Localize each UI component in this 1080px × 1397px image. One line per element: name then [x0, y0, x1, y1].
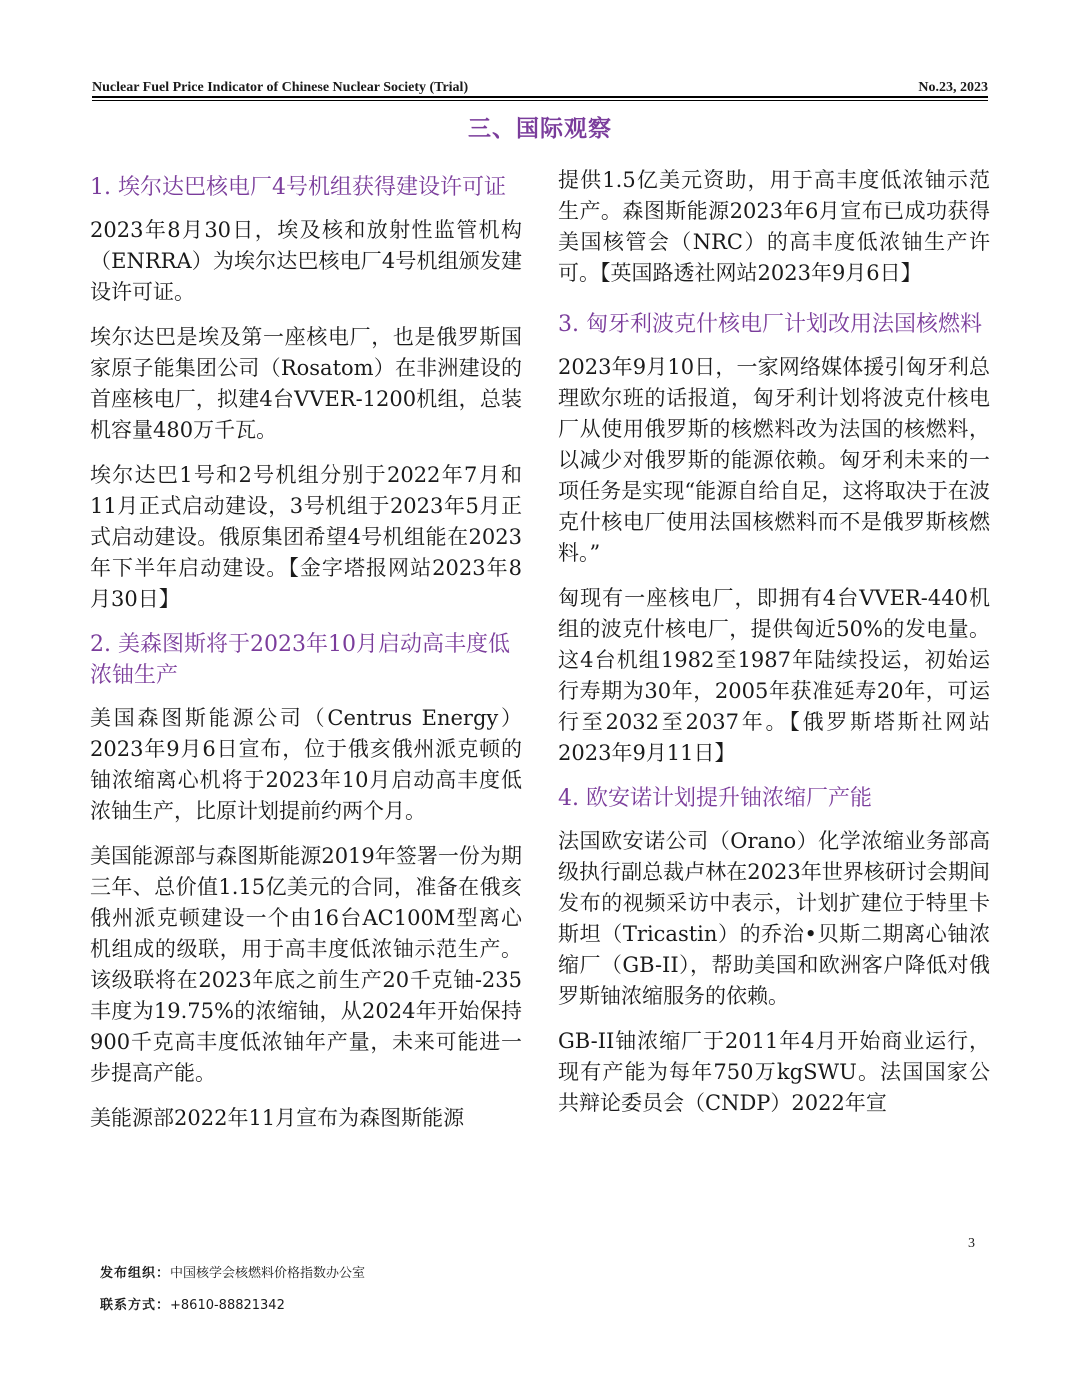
page-number: 3 — [968, 1236, 975, 1251]
running-header — [92, 76, 988, 96]
footer-contact-label: 联系方式： — [100, 1298, 171, 1313]
article-3-paragraph: 2023年9月10日，一家网络媒体援引匈牙利总理欧尔班的话报道，匈牙利计划将波克什核电厂从使用俄罗斯的核燃料改为法国的核燃料，以减少对俄罗斯的能源依赖。匈牙利未来的一项任务是实现“能源自给自足，这将取决于在波克什核电厂使用法国核燃料而不是俄罗斯核燃料。” — [558, 355, 990, 565]
article-2-paragraph: 美国能源部与森图斯能源2019年签署一份为期三年、总价值1.15亿美元的合同，准备在俄亥俄州派克顿建设一个由16台AC100M型离心机组成的级联，用于高丰度低浓铀示范生产。该级联将在2023年底之前生产20千克铀-235丰度为19.75%的浓缩铀，从2024年开始保持900千克高丰度低浓铀年产量，未来可能进一步提高产能。 — [90, 844, 522, 1085]
footer-contact — [100, 1290, 365, 1322]
footer-contact-value: +8610-88821342 — [170, 1298, 285, 1313]
article-2-heading: 2. 美森图斯将于2023年10月启动高丰度低浓铀生产 — [90, 632, 510, 688]
article-4-paragraph: GB-II铀浓缩厂于2011年4月开始商业运行，现有产能为每年750万kgSWU。法国国家公共辩论委员会（CNDP）2022年宣 — [558, 1029, 990, 1115]
article-2-paragraph: 美国森图斯能源公司（Centrus Energy）2023年9月6日宣布，位于俄亥俄州派克顿的铀浓缩离心机将于2023年10月启动高丰度低浓铀生产，比原计划提前约两个月。 — [90, 706, 522, 823]
section-title: 三、国际观察 — [468, 115, 612, 142]
article-2-continued: 提供1.5亿美元资助，用于高丰度低浓铀示范生产。森图斯能源2023年6月宣布已成功获得美国核管会（NRC）的高丰度低浓铀生产许可。【英国路透社网站2023年9月6日】 — [558, 168, 990, 285]
header-title: Nuclear Fuel Price Indicator of Chinese Nuclear Society (Trial) — [92, 80, 469, 95]
article-1-heading: 1. 埃尔达巴核电厂4号机组获得建设许可证 — [90, 175, 506, 200]
footer — [100, 1258, 365, 1322]
article-3-paragraph: 匈现有一座核电厂，即拥有4台VVER-440机组的波克什核电厂，提供匈近50%的发电量。这4台机组1982至1987年陆续投运，初始运行寿期为30年，2005年获准延寿20年，可运行至2032至2037年。【俄罗斯塔斯社网站2023年9月11日】 — [558, 586, 990, 765]
footer-org — [100, 1258, 365, 1290]
header-rule-thin — [92, 100, 988, 101]
footer-org-value: 中国核学会核燃料价格指数办公室 — [170, 1266, 366, 1281]
footer-org-label: 发布组织： — [100, 1266, 171, 1281]
article-1-paragraph: 埃尔达巴是埃及第一座核电厂，也是俄罗斯国家原子能集团公司（Rosatom）在非洲建设的首座核电厂，拟建4台VVER-1200机组，总装机容量480万千瓦。 — [90, 325, 522, 442]
article-1-paragraph: 埃尔达巴1号和2号机组分别于2022年7月和11月正式启动建设，3号机组于2023年5月正式启动建设。俄原集团希望4号机组能在2023年下半年启动建设。【金字塔报网站2023年8月30日】 — [90, 463, 522, 611]
right-column — [558, 165, 990, 1133]
header-rule — [92, 96, 988, 98]
left-column — [90, 168, 522, 1148]
article-2-paragraph: 美能源部2022年11月宣布为森图斯能源 — [90, 1106, 465, 1130]
article-4-heading: 4. 欧安诺计划提升铀浓缩厂产能 — [558, 786, 872, 811]
header-issue: No.23, 2023 — [918, 80, 988, 95]
article-1-paragraph: 2023年8月30日，埃及核和放射性监管机构（ENRRA）为埃尔达巴核电厂4号机组颁发建设许可证。 — [90, 218, 522, 304]
article-4-paragraph: 法国欧安诺公司（Orano）化学浓缩业务部高级执行副总裁卢林在2023年世界核研讨会期间发布的视频采访中表示，计划扩建位于特里卡斯坦（Tricastin）的乔治•贝斯二期离心铀浓缩厂（GB-II），帮助美国和欧洲客户降低对俄罗斯铀浓缩服务的依赖。 — [558, 829, 990, 1008]
article-3-heading: 3. 匈牙利波克什核电厂计划改用法国核燃料 — [558, 312, 982, 337]
